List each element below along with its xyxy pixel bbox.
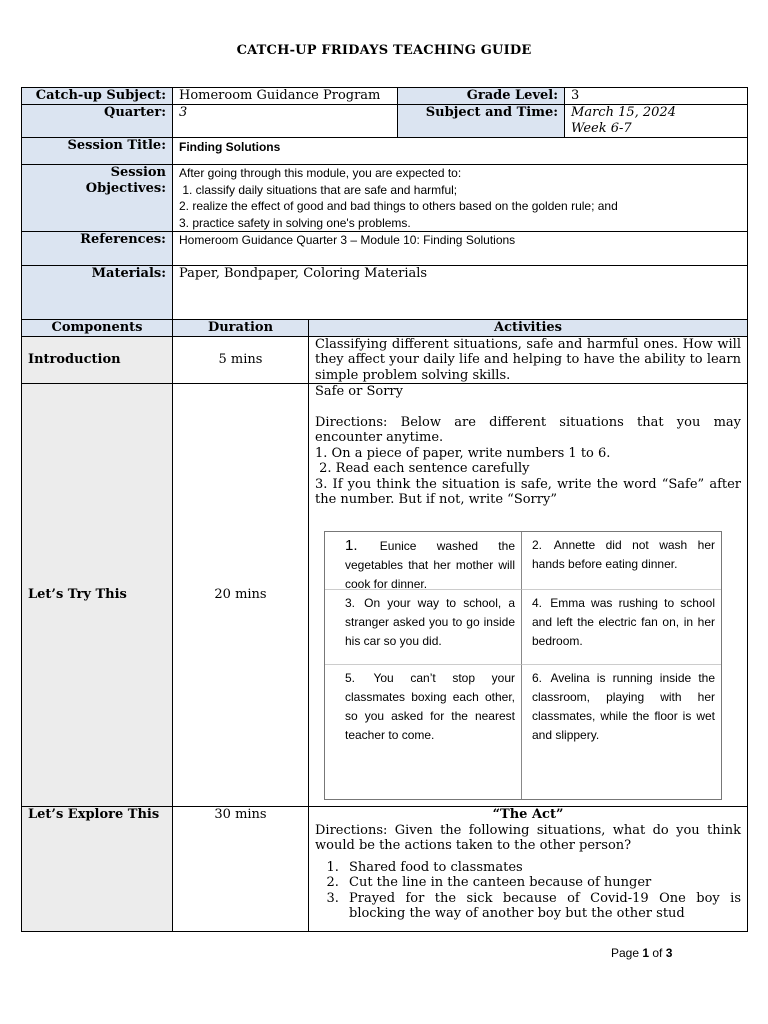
lets-explore-row (22, 807, 748, 932)
time-value (565, 105, 748, 138)
situation-number: 3. (345, 595, 356, 610)
lets-try-step: 2. Read each sentence carefully (315, 461, 530, 476)
situations-grid (324, 531, 722, 800)
session-title-value: Finding Solutions (173, 138, 748, 165)
situation-card (325, 532, 522, 590)
grade-label: Grade Level: (398, 88, 565, 105)
objectives-label-line-2: Objectives: (85, 180, 166, 196)
situation-card (325, 665, 522, 799)
week-value: Week 6-7 (571, 120, 632, 136)
materials-label: Materials: (22, 266, 173, 320)
lets-explore-duration: 30 mins (173, 807, 309, 932)
situation-number: 5. (345, 670, 356, 685)
page-prefix: Page (611, 946, 643, 960)
objectives-label (22, 165, 173, 232)
total-pages: 3 (665, 946, 673, 960)
lets-explore-heading: “The Act” (492, 807, 564, 822)
lets-try-row (22, 384, 748, 807)
references-value: Homeroom Guidance Quarter 3 – Module 10: Finding Solutions (173, 232, 748, 266)
situation-number: 2. (532, 537, 543, 552)
lets-try-step: 1. On a piece of paper, write numbers 1 to 6. (315, 445, 611, 461)
grade-value: 3 (565, 88, 748, 105)
subject-value: Homeroom Guidance Program (173, 88, 398, 105)
situation-text: Eunice washed the vegetables that her mother will cook for dinner. (345, 538, 515, 591)
situation-card (522, 665, 721, 799)
time-label: Subject and Time: (398, 105, 565, 138)
lets-explore-directions: Directions: Given the following situations, what do you think would be the actions taken to the other person? (315, 822, 742, 853)
lets-try-heading: Safe or Sorry (315, 384, 403, 399)
situation-card (522, 590, 721, 665)
column-header-row (22, 320, 748, 337)
quarter-label: Quarter: (22, 105, 173, 138)
situation-number: 1. (345, 536, 358, 554)
teaching-guide-table (21, 87, 748, 932)
date-value: March 15, 2024 (571, 105, 676, 120)
lets-explore-component: Let’s Explore This (22, 807, 173, 932)
introduction-duration: 5 mins (173, 336, 309, 384)
act-item: 3. Prayed for the sick because of Covid-19 One boy is blocking the way of another boy but the other stud (343, 891, 741, 922)
act-item: 2. Cut the line in the canteen because of hunger (343, 875, 741, 891)
situation-text: Emma was rushing to school and left the electric fan on, in her bedroom. (532, 595, 715, 648)
quarter-row (22, 105, 748, 138)
page-number (611, 946, 672, 960)
document-title: CATCH-UP FRIDAYS TEACHING GUIDE (236, 43, 532, 58)
act-item: 1. Shared food to classmates (343, 860, 741, 876)
objective-item: 3. practice safety in solving one's problems. (179, 215, 411, 230)
objective-item: 1. classify daily situations that are safe and harmful; (179, 182, 458, 197)
objective-item: 2. realize the effect of good and bad things to others based on the golden rule; and (179, 199, 618, 213)
session-title-row (22, 138, 748, 165)
subject-row (22, 88, 748, 105)
situation-card (522, 532, 721, 590)
situation-number: 6. (532, 670, 543, 685)
quarter-value: 3 (173, 105, 398, 138)
references-row (22, 232, 748, 266)
lets-explore-activity (309, 807, 748, 932)
objectives-value (173, 165, 748, 232)
objectives-row (22, 165, 748, 232)
components-header: Components (22, 320, 173, 337)
introduction-row (22, 336, 748, 384)
materials-row (22, 266, 748, 320)
lets-try-activity (309, 384, 748, 807)
duration-header: Duration (173, 320, 309, 337)
introduction-component: Introduction (22, 336, 173, 384)
situation-number: 4. (532, 595, 543, 610)
session-title-label: Session Title: (22, 138, 173, 165)
objectives-label-line-1: Session (110, 165, 166, 180)
subject-label: Catch-up Subject: (22, 88, 173, 105)
situation-text: You can’t stop your classmates boxing each other, so you asked for the nearest teacher to come. (345, 670, 516, 742)
materials-value: Paper, Bondpaper, Coloring Materials (173, 266, 748, 320)
situation-text: Avelina is running inside the classroom, playing with her classmates, while the floor is wet and slippery. (532, 670, 715, 742)
page-of: of (649, 946, 666, 960)
references-label: References: (22, 232, 173, 266)
lets-try-directions: Directions: Below are different situations that you may encounter anytime. (315, 414, 742, 445)
activities-header: Activities (309, 320, 748, 337)
lets-try-step: 3. If you think the situation is safe, write the word “Safe” after the number. But if not, write “Sorry” (315, 476, 742, 507)
situation-card (325, 590, 522, 665)
lets-try-duration: 20 mins (173, 384, 309, 807)
objective-intro: After going through this module, you are expected to: (179, 166, 462, 180)
situation-text: On your way to school, a stranger asked you to go inside his car so you did. (345, 595, 515, 648)
lets-try-component: Let’s Try This (22, 384, 173, 807)
act-list (315, 860, 741, 922)
introduction-activity: Classifying different situations, safe and harmful ones. How will they affect your daily life and helping to have the ability to learn simple problem solving skills. (309, 336, 748, 384)
situation-text: Annette did not wash her hands before eating dinner. (532, 537, 715, 571)
current-page: 1 (642, 946, 650, 960)
